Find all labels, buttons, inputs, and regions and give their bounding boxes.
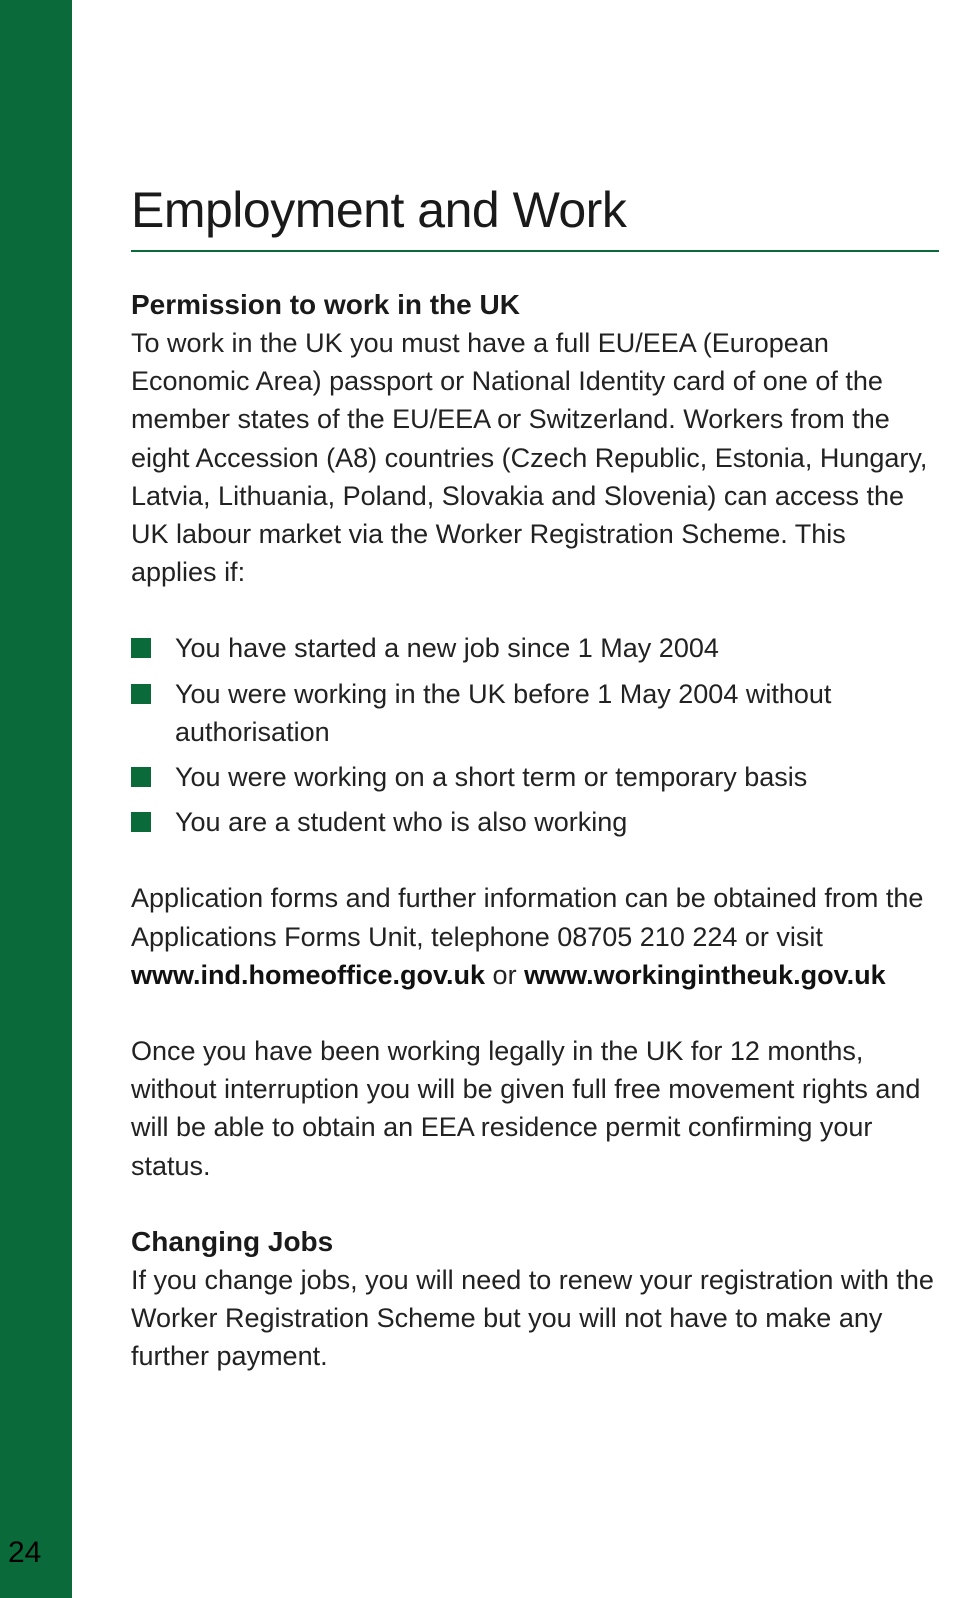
square-bullet-icon	[131, 684, 151, 704]
square-bullet-icon	[131, 812, 151, 832]
forms-text: Application forms and further information can be obtained from the Applications Forms Unit, telephone 08705 210 224 or visit	[131, 883, 924, 952]
list-item	[131, 758, 937, 796]
conditions-list	[131, 629, 937, 841]
residence-paragraph: Once you have been working legally in the UK for 12 months, without interruption you will be given full free movement rights and will be able to obtain an EEA residence permit confirming your status.	[131, 1036, 921, 1181]
section-heading-permission: Permission to work in the UK	[131, 289, 520, 320]
list-item	[131, 629, 937, 667]
intro-paragraph: To work in the UK you must have a full EU/EEA (European Economic Area) passport or National Identity card of one of the member states of the EU/EEA or Switzerland. Workers from the eight Accession (A8) countries (Czech Republic, Estonia, Hungary, Latvia, Lithuania, Poland, Slovakia and Slovenia) can access the UK labour market via the Worker Registration Scheme. This applies if:	[131, 328, 928, 588]
homeoffice-link[interactable]: www.ind.homeoffice.gov.uk	[131, 959, 486, 990]
or-text: or	[492, 959, 517, 990]
page-content	[131, 180, 937, 1375]
green-sidebar	[0, 0, 72, 1598]
workingintheuk-link[interactable]: www.workingintheuk.gov.uk	[524, 959, 886, 990]
list-item	[131, 803, 937, 841]
title-divider	[131, 250, 939, 252]
list-item-text: You have started a new job since 1 May 2004	[175, 633, 719, 664]
section-heading-changing-jobs: Changing Jobs	[131, 1225, 334, 1257]
application-forms-paragraph	[131, 879, 937, 994]
square-bullet-icon	[131, 767, 151, 787]
page-number: 24	[8, 1536, 42, 1569]
list-item-text: You were working on a short term or temporary basis	[175, 762, 808, 793]
page-title: Employment and Work	[131, 182, 627, 238]
list-item-text: You are a student who is also working	[175, 807, 628, 838]
square-bullet-icon	[131, 638, 151, 658]
changing-jobs-paragraph: If you change jobs, you will need to renew your registration with the Worker Registration Scheme but you will not have to make any further payment.	[131, 1264, 934, 1372]
list-item	[131, 675, 937, 751]
list-item-text: You were working in the UK before 1 May 2004 without authorisation	[175, 678, 832, 747]
